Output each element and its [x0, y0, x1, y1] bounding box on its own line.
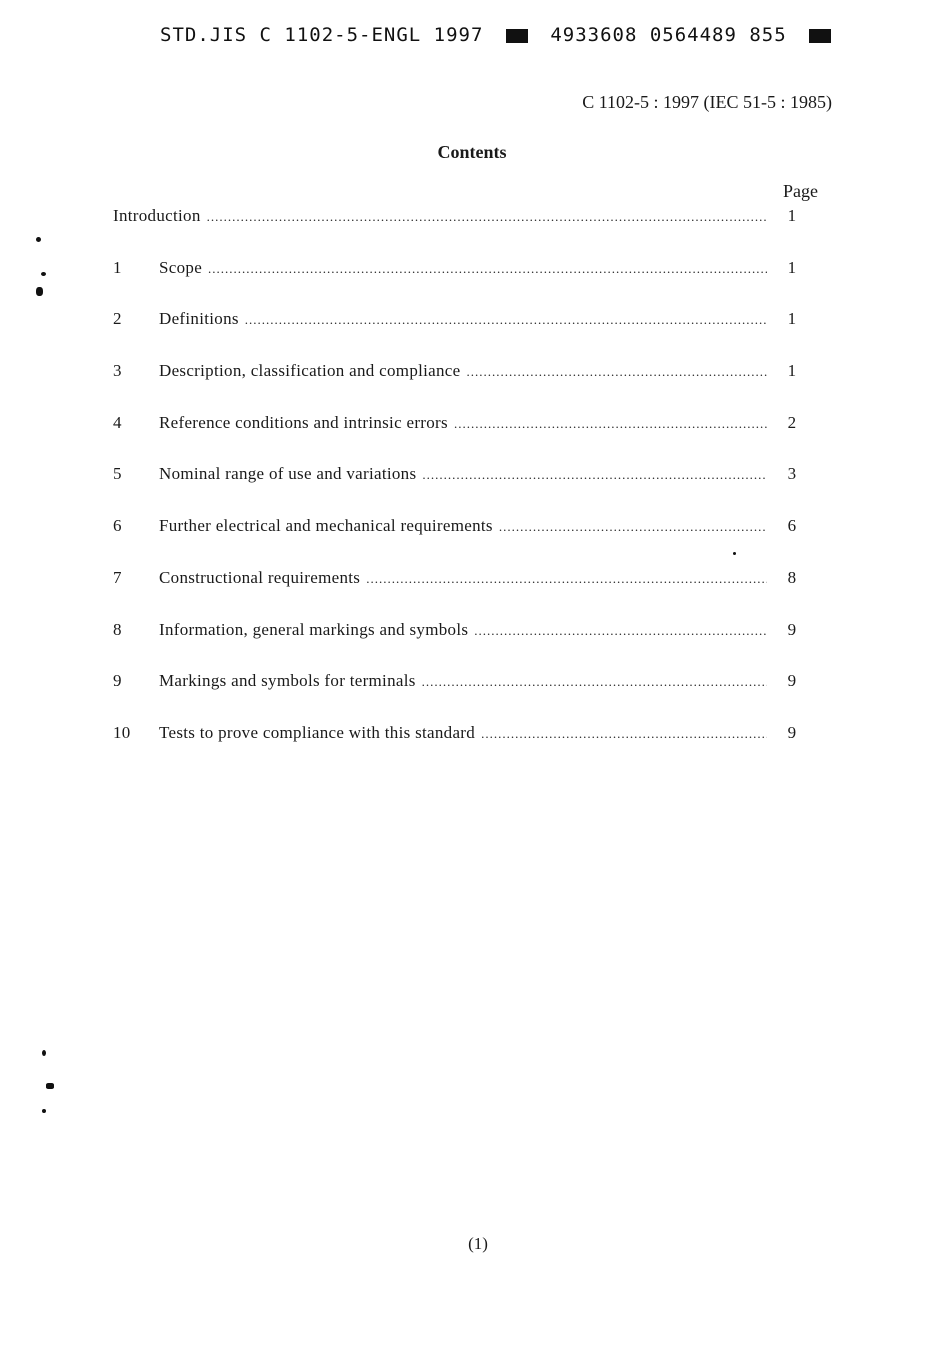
scan-speck	[733, 552, 736, 555]
dot-leader	[207, 209, 767, 225]
toc-entry-page: 1	[787, 257, 797, 277]
toc-entry	[113, 620, 813, 672]
toc-entry-number: 10	[113, 722, 131, 742]
toc-entry-number: 1	[113, 257, 122, 277]
toc-entry-page: 9	[787, 722, 797, 742]
page-title: Contents	[437, 142, 507, 162]
stamp-left-text: STD.JIS C 1102-5-ENGL 1997	[160, 24, 484, 46]
stamp-bar	[809, 29, 831, 43]
toc-entry-title: Tests to prove compliance with this standard	[159, 722, 476, 742]
dot-leader	[474, 623, 767, 639]
toc-entry-page: 1	[787, 361, 797, 381]
scan-speck	[36, 287, 43, 296]
toc-entry-title: Scope	[159, 257, 203, 277]
dot-leader	[454, 416, 767, 432]
toc-entry-page: 6	[787, 516, 797, 536]
toc-entry-label	[159, 568, 771, 588]
toc-entry	[113, 568, 813, 620]
toc-entry	[113, 361, 813, 413]
dot-leader	[422, 674, 767, 690]
scan-speck	[42, 1109, 46, 1113]
toc-entry-label	[159, 413, 771, 433]
toc-entry-label	[159, 464, 771, 484]
scan-speck	[42, 1050, 46, 1056]
toc-entry-page: 3	[787, 464, 797, 484]
toc-entry-title: Reference conditions and intrinsic errors	[159, 412, 448, 432]
toc-entry-label	[159, 671, 771, 691]
toc-entry-label	[113, 206, 771, 226]
toc-entry-title: Information, general markings and symbols	[159, 619, 469, 639]
toc-entry-label	[159, 258, 771, 278]
toc-entry	[113, 413, 813, 465]
scan-speck	[41, 272, 46, 276]
dot-leader	[499, 519, 767, 535]
toc-entry-number: 3	[113, 361, 122, 381]
page-column-heading: Page	[783, 181, 818, 201]
toc-entry	[113, 258, 813, 310]
toc-entry-number: 9	[113, 671, 122, 691]
toc-entry-page: 2	[787, 412, 797, 432]
page-number: (1)	[468, 1234, 488, 1253]
toc-entry-title: Further electrical and mechanical requirements	[159, 516, 493, 536]
standard-identifier: C 1102-5 : 1997 (IEC 51-5 : 1985)	[582, 92, 832, 112]
toc-entry-number: 5	[113, 464, 122, 484]
toc-entry-number: 2	[113, 309, 122, 329]
toc-entry-page: 9	[787, 671, 797, 691]
toc-entry-number: 8	[113, 619, 122, 639]
toc-entry-title: Nominal range of use and variations	[159, 464, 417, 484]
stamp-bar	[506, 29, 528, 43]
toc-entry-title: Markings and symbols for terminals	[159, 671, 416, 691]
toc-entry	[113, 464, 813, 516]
toc-entry-title: Introduction	[113, 206, 201, 225]
table-of-contents	[113, 206, 813, 775]
stamp-right-text: 4933608 0564489 855	[550, 24, 787, 46]
dot-leader	[422, 467, 767, 483]
toc-entry-label	[159, 361, 771, 381]
document-stamp	[160, 24, 841, 46]
dot-leader	[208, 261, 767, 277]
dot-leader	[481, 726, 767, 742]
toc-entry-page: 9	[787, 619, 797, 639]
dot-leader	[366, 571, 767, 587]
toc-entry	[113, 671, 813, 723]
toc-entry-title: Description, classification and compliance	[159, 361, 461, 381]
toc-entry-title: Constructional requirements	[159, 567, 361, 587]
toc-entry-label	[159, 516, 771, 536]
toc-entry-label	[159, 620, 771, 640]
toc-entry-page: 1	[787, 206, 797, 225]
toc-entry	[113, 516, 813, 568]
toc-entry-number: 6	[113, 516, 122, 536]
toc-entry-title: Definitions	[159, 309, 239, 329]
toc-entry-label	[159, 309, 771, 329]
dot-leader	[245, 312, 767, 328]
toc-entry	[113, 723, 813, 775]
toc-entry-label	[159, 723, 771, 743]
toc-entry-page: 1	[787, 309, 797, 329]
toc-entry-number: 7	[113, 567, 122, 587]
scan-speck	[36, 237, 41, 242]
dot-leader	[467, 364, 768, 380]
toc-entry	[113, 206, 813, 258]
toc-entry-page: 8	[787, 567, 797, 587]
scan-speck	[46, 1083, 54, 1089]
toc-entry-number: 4	[113, 412, 122, 432]
toc-entry	[113, 309, 813, 361]
